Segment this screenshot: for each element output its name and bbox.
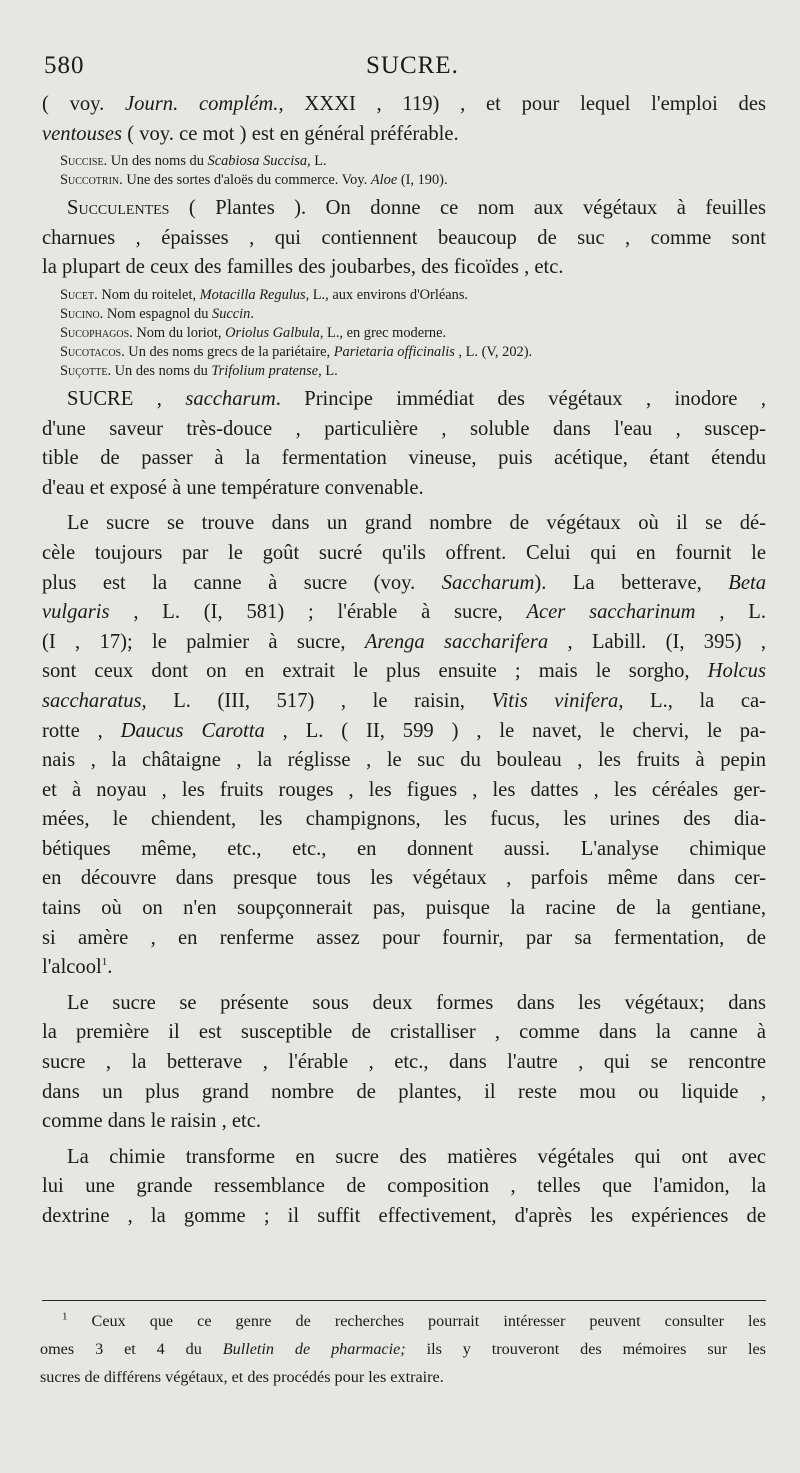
footnote-line: $^1$ Ceux que ce genre de recherches pourrait intéresser peuvent consulter les (62, 1310, 766, 1330)
footnote-line: omes 3 et 4 du Bulletin de pharmacie; ils y trouveront des mémoires sur les (40, 1340, 766, 1358)
text-line: nais , la châtaigne , la réglisse , le suc du bouleau , les fruits à pepin (42, 749, 766, 772)
running-title: SUCRE. (366, 52, 459, 79)
footnote-rule (42, 1300, 766, 1301)
entry-sucre: SUCRE , saccharum. Principe immédiat des végétaux , inodore , (67, 387, 766, 410)
text-line: ( voy. Journ. complém., XXXI , 119) , et pour lequel l'emploi des (42, 93, 766, 115)
text-line: rotte , Daucus Carotta , L. ( II, 599 ) , le navet, le chervi, le pa- (42, 719, 766, 742)
entry-sucino: Sucino. Nom espagnol du Succin. (60, 305, 254, 322)
text-line: saccharatus, L. (III, 517) , le raisin, Vitis vinifera, L., la ca- (42, 689, 766, 712)
text-line: charnues , épaisses , qui contiennent beaucoup de suc , comme sont (42, 226, 766, 249)
text-line: lui une grande ressemblance de composition , telles que l'amidon, la (42, 1175, 766, 1198)
text-line: la première il est susceptible de cristalliser , comme dans la canne à (42, 1021, 766, 1044)
text-line: mées, le chiendent, les champignons, les fucus, les urines des dia- (42, 808, 766, 831)
entry-succulentes: Succulentes ( Plantes ). On donne ce nom aux végétaux à feuilles (67, 197, 766, 220)
entry-succise: Succise. Un des noms du Scabiosa Succisa, L. (60, 153, 327, 170)
text-line: la plupart de ceux des familles des joubarbes, des ficoïdes , etc. (42, 256, 564, 279)
text-line: si amère , en renferme assez pour fournir, par sa fermentation, de (42, 926, 766, 949)
footnote (40, 1307, 766, 1391)
text-line: tains où on n'en soupçonnerait pas, puisque la racine de la gentiane, (42, 897, 766, 920)
text-line: ventouses ( voy. ce mot ) est en général préférable. (42, 122, 459, 145)
text-line: cèle toujours par le goût sucré qu'ils offrent. Celui qui en fournit le (42, 541, 766, 564)
entry-sucotacos: Sucotacos. Un des noms grecs de la pariétaire, Parietaria officinalis , L. (V, 202). (60, 343, 533, 360)
page-header (44, 52, 764, 92)
text-line: et à noyau , les fruits rouges , les figues , les dattes , les céréales ger- (42, 778, 766, 801)
page-number: 580 (44, 52, 85, 79)
text-line: Le sucre se trouve dans un grand nombre de végétaux où il se dé- (67, 512, 766, 535)
main-text (42, 90, 766, 1232)
text-line: plus est la canne à sucre (voy. Saccharum). La betterave, Beta (42, 571, 766, 594)
footnote-marker: 1 (101, 956, 108, 969)
text-line: tible de passer à la fermentation vineuse, puis acétique, étant étendu (42, 447, 766, 470)
entry-sucet: Sucet. Nom du roitelet, Motacilla Regulus, L., aux environs d'Orléans. (60, 286, 469, 303)
text-line: en découvre dans presque tous les végétaux , parfois même dans cer- (42, 867, 766, 890)
text-line: d'une saveur très-douce , particulière , soluble dans l'eau , suscep- (42, 417, 766, 440)
entry-sucotte: Suçotte. Un des noms du Trifolium pratense, L. (60, 362, 338, 379)
text-line: sucre , la betterave , l'érable , etc., dans l'autre , qui se rencontre (42, 1051, 766, 1074)
text-line: l'alcool$^1$. (42, 956, 113, 979)
text-line: sont ceux dont on en extrait le plus ensuite ; mais le sorgho, Holcus (42, 660, 766, 683)
text-line: bétiques même, etc., etc., en donnent aussi. L'analyse chimique (42, 837, 766, 860)
footnote-line: sucres de différens végétaux, et des procédés pour les extraire. (40, 1368, 444, 1386)
text-line: d'eau et exposé à une température convenable. (42, 476, 424, 499)
text-line: dextrine , la gomme ; il suffit effectivement, d'après les expériences de (42, 1205, 766, 1227)
entry-sucophagos: Sucophagos. Nom du loriot, Oriolus Galbula, L., en grec moderne. (60, 324, 447, 341)
entry-succotrin: Succotrin. Une des sortes d'aloës du commerce. Voy. Aloe (I, 190). (60, 172, 448, 189)
text-line: dans un plus grand nombre de plantes, il reste mou ou liquide , (42, 1080, 766, 1103)
text-line: vulgaris , L. (I, 581) ; l'érable à sucre, Acer saccharinum , L. (42, 601, 766, 624)
text-line: comme dans le raisin , etc. (42, 1110, 262, 1133)
text-line: La chimie transforme en sucre des matières végétales qui ont avec (67, 1145, 766, 1168)
text-line: Le sucre se présente sous deux formes dans les végétaux; dans (67, 991, 766, 1014)
text-line: (I , 17); le palmier à sucre, Arenga saccharifera , Labill. (I, 395) , (42, 630, 767, 653)
